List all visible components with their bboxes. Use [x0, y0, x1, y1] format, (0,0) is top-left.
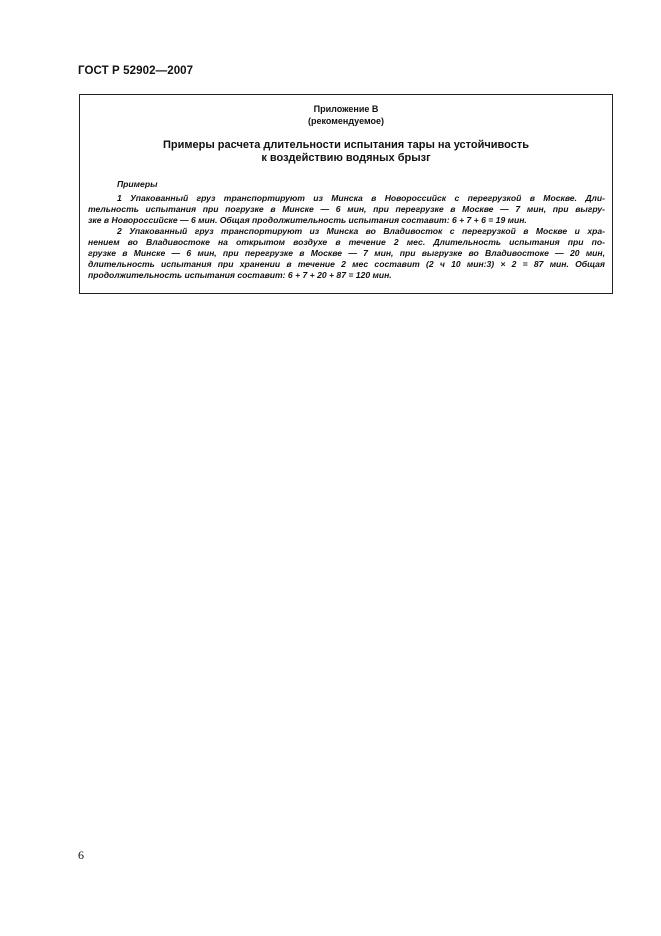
- example-2-line-5: продолжительность испытания составит: 6 + 7 + 20 + 87 = 120 мин.: [88, 270, 392, 280]
- annex-heading-line-1: Примеры расчета длительности испытания тары на устойчивость: [162, 139, 530, 151]
- examples-label: Примеры: [117, 179, 158, 189]
- example-1-line-3: зке в Новороссийске — 6 мин. Общая продолжительность испытания составит: 6 + 7 + 6 = 19 мин.: [88, 215, 527, 225]
- annex-heading-line-2: к воздействию водяных брызг: [261, 152, 431, 164]
- annex-status: (рекомендуемое): [308, 116, 384, 126]
- example-1-line-1: 1 Упакованный груз транспортируют из Минска в Новороссийск с перегрузкой в Москве. Дли-: [117, 193, 605, 203]
- page-number: 6: [78, 848, 84, 862]
- example-2-line-2: нением во Владивостоке на открытом воздухе в течение 2 мес. Длительность испытания при по-: [88, 237, 605, 247]
- standard-designation: ГОСТ Р 52902—2007: [78, 65, 194, 77]
- example-1-line-2: тельность испытания при погрузке в Минске — 6 мин, при перегрузке в Москве — 7 мин, при выгру-: [88, 204, 605, 214]
- example-2-line-1: 2 Упакованный груз транспортируют из Минска во Владивосток с перегрузкой в Москве и хра-: [117, 226, 605, 236]
- example-2-line-3: грузке в Минске — 6 мин, при перегрузке в Москве — 7 мин, при выгрузке во Владивостоке — 20 мин,: [88, 248, 605, 258]
- example-2-line-4: длительность испытания при хранении в течение 2 мес составит (2 ч 10 мин:3) × 2 = 87 мин. Общая: [88, 259, 605, 269]
- annex-frame: [79, 94, 613, 294]
- annex-label: Приложение В: [313, 104, 379, 114]
